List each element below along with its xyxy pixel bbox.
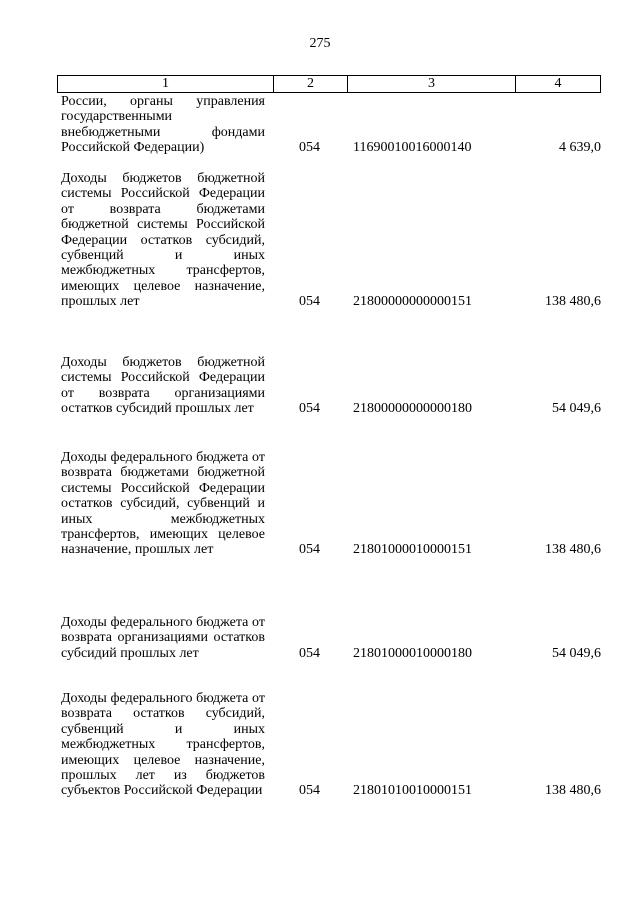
row-description: Доходы федерального бюджета от возврата бюджетами бюджетной системы Российской Федерации остатков субсидий, субвенций и иных межбюджетных трансфертов, имеющих целевое назначение, прошлых лет bbox=[61, 450, 265, 558]
row-description: Доходы федерального бюджета от возврата остатков субсидий, субвенций и иных межбюджетных трансфертов, имеющих целевое назначение, прошлых лет из бюджетов субъектов Российской Федерации bbox=[61, 691, 265, 799]
row-code: 054 bbox=[299, 401, 320, 417]
row-kbk: 21801010010000151 bbox=[353, 783, 472, 799]
row-description: Доходы федерального бюджета от возврата организациями остатков субсидий прошлых лет bbox=[61, 615, 265, 661]
row-code: 054 bbox=[299, 140, 320, 156]
row-amount: 138 480,6 bbox=[545, 783, 601, 799]
row-code: 054 bbox=[299, 294, 320, 310]
row-kbk: 21800000000000180 bbox=[353, 401, 472, 417]
row-amount: 138 480,6 bbox=[545, 542, 601, 558]
header-col-4: 4 bbox=[554, 76, 562, 91]
row-description: Доходы бюджетов бюджетной системы Российской Федерации от возврата организациями остатков субсидий прошлых лет bbox=[61, 355, 265, 417]
row-amount: 138 480,6 bbox=[545, 294, 601, 310]
header-col-1: 1 bbox=[58, 76, 274, 92]
table-row bbox=[61, 171, 601, 310]
row-description: России, органы управления государственными внебюджетными фондами Российской Федерации) bbox=[61, 94, 265, 156]
row-kbk: 11690010016000140 bbox=[353, 140, 472, 156]
table-row bbox=[61, 615, 601, 661]
table-row bbox=[61, 355, 601, 417]
row-code: 054 bbox=[299, 542, 320, 558]
table-header bbox=[57, 75, 601, 93]
row-amount: 54 049,6 bbox=[552, 645, 601, 661]
row-amount: 54 049,6 bbox=[552, 401, 601, 417]
header-col-2: 2 bbox=[274, 76, 348, 92]
row-kbk: 21801000010000180 bbox=[353, 645, 472, 661]
row-code: 054 bbox=[299, 645, 320, 661]
table-row bbox=[61, 94, 601, 156]
row-amount: 4 639,0 bbox=[559, 140, 601, 156]
page-number: 275 bbox=[309, 36, 331, 51]
row-kbk: 21801000010000151 bbox=[353, 542, 472, 558]
row-kbk: 21800000000000151 bbox=[353, 294, 472, 310]
row-description: Доходы бюджетов бюджетной системы Российской Федерации от возврата бюджетами бюджетной системы Российской Федерации остатков субсидий, субвенций и иных межбюджетных трансфертов, имеющих целевое назначение, прошлых лет bbox=[61, 171, 265, 310]
row-code: 054 bbox=[299, 783, 320, 799]
header-col-3: 3 bbox=[348, 76, 516, 92]
table-row bbox=[61, 691, 601, 799]
table-row bbox=[61, 450, 601, 558]
